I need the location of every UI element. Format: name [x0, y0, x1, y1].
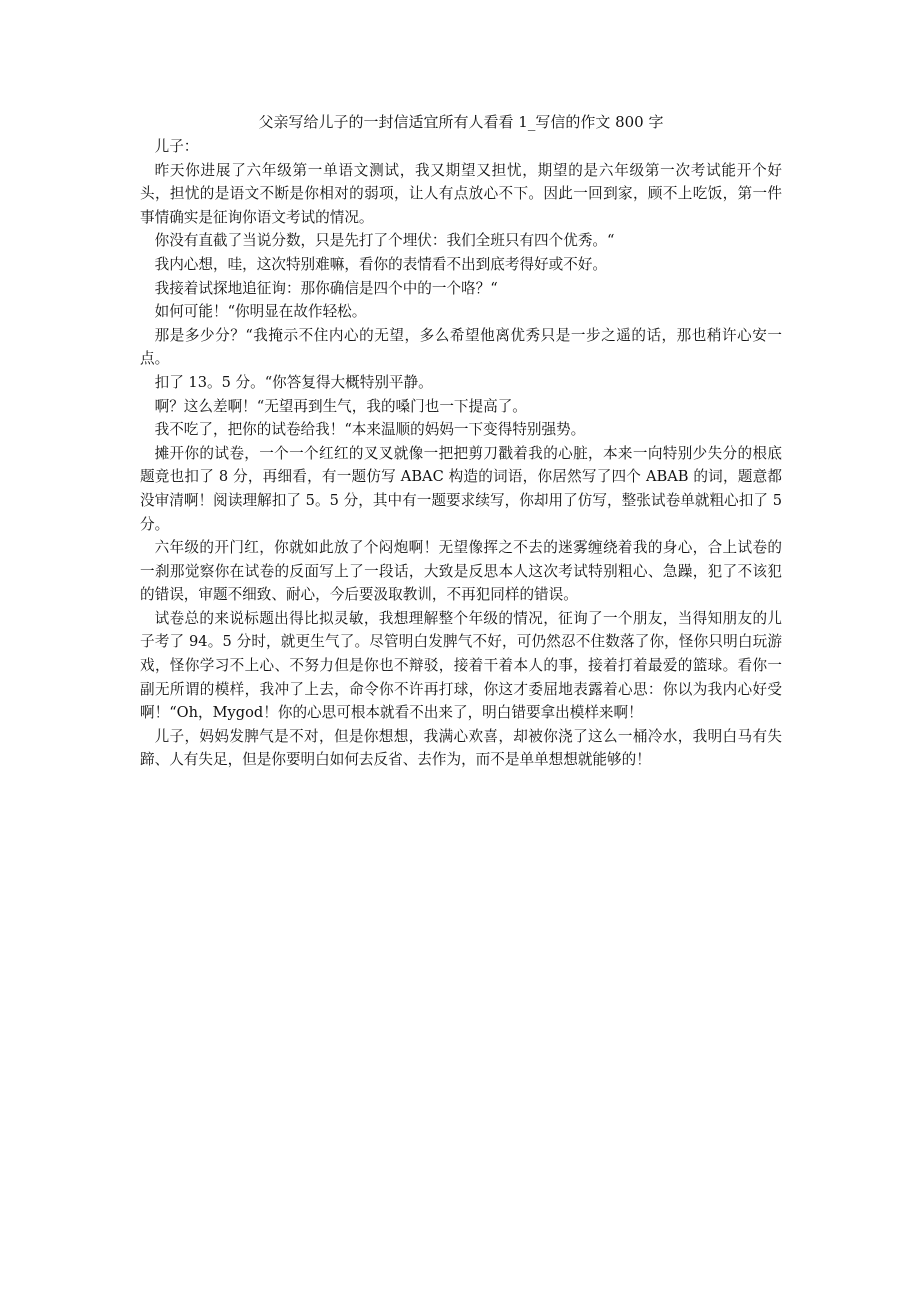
paragraph: 我内心想，哇，这次特别难嘛，看你的表情看不出到底考得好或不好。: [154, 255, 608, 273]
document-title: 父亲写给儿子的一封信适宜所有人看看 1_写信的作文 800 字: [258, 113, 664, 131]
paragraph: 你没有直截了当说分数，只是先打了个埋伏：我们全班只有四个优秀。“: [154, 232, 615, 250]
paragraph: 试卷总的来说标题出得比拟灵敏，我想理解整个年级的情况，征询了一个朋友，当得知朋友的儿子考了 94。5 分时，就更生气了。尽管明白发脾气不好，可仍然忍不住数落了你，怪你只明白玩游戏，怪你学习不上心、不努力但是你也不辩驳，接着干着本人的事，接着打着最爱的篮球。看你一副无所谓的模样，我冲了上去，命令你不许再打球，你这才委屈地表露着心思：你以为我内心好受啊！“Oh，Mygod！你的心思可根本就看不出来了，明白错要拿出模样来啊！: [140, 609, 782, 722]
paragraph: 昨天你进展了六年级第一单语文测试，我又期望又担忧，期望的是六年级第一次考试能开个好头，担忧的是语文不断是你相对的弱项，让人有点放心不下。因此一回到家，顾不上吃饭，第一件事情确实是征询你语文考试的情况。: [140, 161, 782, 226]
paragraph: 摊开你的试卷，一个一个红红的叉叉就像一把把剪刀戳着我的心脏，本来一向特别少失分的根底题竟也扣了 8 分，再细看，有一题仿写 ABAC 构造的词语，你居然写了四个 ABAB 的词，题意都没审清啊！阅读理解扣了 5。5 分，其中有一题要求续写，你却用了仿写，整张试卷单就粗心扣了 5 分。: [140, 444, 782, 533]
paragraph: 啊？这么差啊！“无望再到生气，我的嗓门也一下提高了。: [154, 397, 527, 415]
paragraph: 扣了 13。5 分。“你答复得大概特别平静。: [154, 373, 433, 391]
paragraph: 我接着试探地追征询：那你确信是四个中的一个咯？“: [154, 279, 498, 297]
paragraph: 六年级的开门红，你就如此放了个闷炮啊！无望像挥之不去的迷雾缠绕着我的身心，合上试卷的一刹那觉察你在试卷的反面写上了一段话，大致是反思本人这次考试特别粗心、急躁，犯了不该犯的错误，审题不细致、耐心，今后要汲取教训，不再犯同样的错误。: [140, 539, 782, 604]
document-page: [140, 110, 782, 772]
paragraph: 如何可能！“你明显在故作轻松。: [154, 303, 367, 321]
salutation: 儿子：: [154, 138, 199, 155]
paragraph: 儿子，妈妈发脾气是不对，但是你想想，我满心欢喜，却被你浇了这么一桶冷水，我明白马有失蹄、人有失足，但是你要明白如何去反省、去作为，而不是单单想想就能够的！: [140, 727, 782, 769]
document-body: [140, 159, 782, 772]
paragraph: 我不吃了，把你的试卷给我！“本来温顺的妈妈一下变得特别强势。: [154, 421, 586, 439]
paragraph: 那是多少分？“我掩示不住内心的无望，多么希望他离优秀只是一步之遥的话，那也稍许心安一点。: [140, 326, 782, 368]
